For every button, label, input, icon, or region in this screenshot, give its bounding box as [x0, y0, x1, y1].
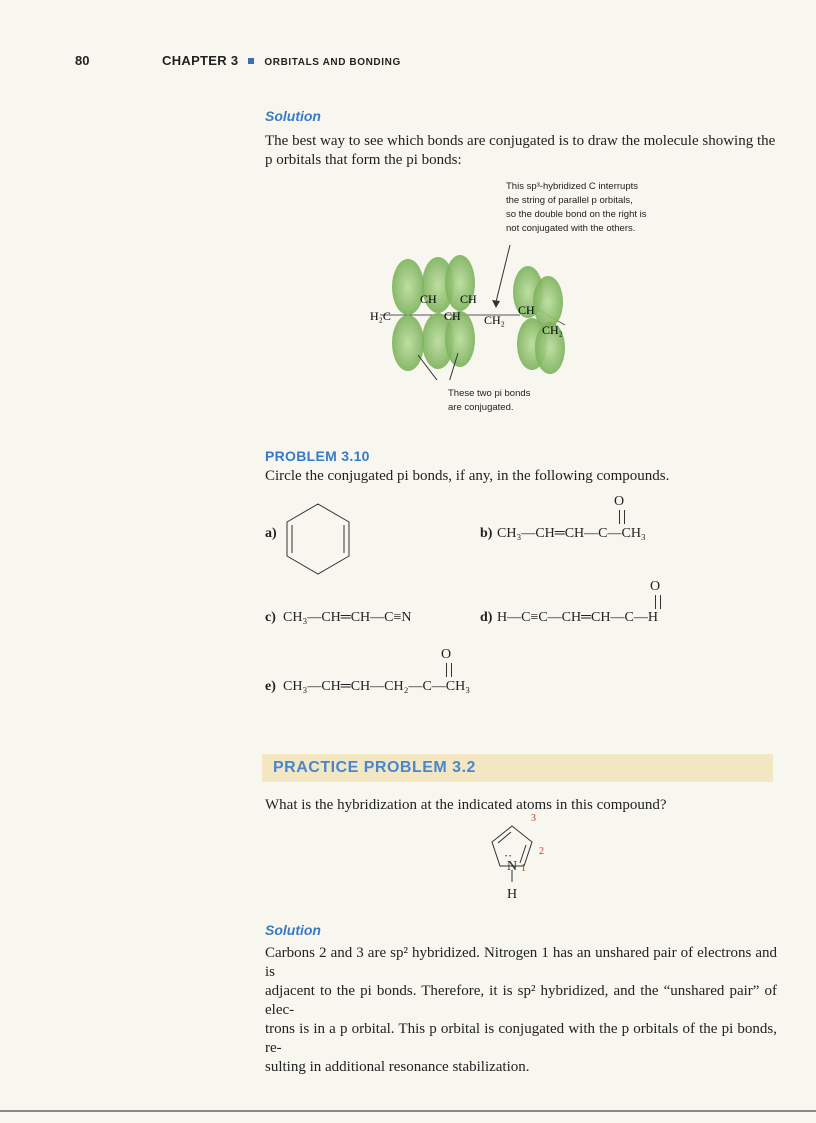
item-c-label: c)	[265, 610, 276, 625]
item-d-double-bond	[655, 595, 661, 609]
solution2-heading: Solution	[265, 922, 321, 938]
item-e-label: e)	[265, 679, 276, 694]
atom-ch2-1: CH₂	[484, 313, 505, 327]
solution2-line-2: adjacent to the pi bonds. Therefore, it is sp² hybridized, and the “unshared pair” of elec-	[265, 983, 777, 1018]
solution-heading: Solution	[265, 108, 321, 124]
callout-arrow-top	[496, 245, 510, 302]
p-orbital-diagram	[360, 240, 590, 380]
pyrrole-hydrogen: H	[507, 887, 518, 902]
section-label: ORBITALS AND BONDING	[264, 57, 401, 68]
lone-pair-dots: ••	[505, 854, 514, 860]
item-b-double-bond	[619, 510, 625, 524]
atom-number-2: 2	[539, 846, 544, 857]
item-d-label: d)	[480, 610, 493, 625]
solution-line-1: The best way to see which bonds are conjugated is to draw the molecule showing the	[265, 133, 776, 149]
callout-bottom	[448, 387, 530, 415]
solution2-line-3: trons is in a p orbital. This p orbital is conjugated with the p orbitals of the pi bonds, re-	[265, 1021, 777, 1056]
atom-ch-1: CH	[420, 292, 437, 306]
solution-text	[265, 132, 780, 170]
item-a-label: a)	[265, 526, 277, 541]
problem-title: PROBLEM 3.10	[265, 448, 370, 464]
item-b-oxygen: O	[614, 494, 625, 509]
practice-title: PRACTICE PROBLEM 3.2	[273, 759, 476, 776]
solution2-line-4: sulting in additional resonance stabilization.	[265, 1059, 530, 1075]
callout-top-line-1: This sp³-hybridized C interrupts	[506, 181, 638, 192]
item-d-oxygen: O	[650, 579, 661, 594]
callout-top	[506, 180, 647, 236]
item-b-label: b)	[480, 526, 493, 541]
callout-bottom-line-1: These two pi bonds	[448, 388, 531, 399]
atom-ch-2: CH	[444, 309, 461, 323]
item-d-formula: H—C≡C—CH═CH—C—H	[497, 610, 658, 625]
atom-number-3: 3	[531, 813, 536, 824]
pyrrole-nitrogen: N	[507, 859, 518, 874]
page-number: 80	[75, 53, 90, 68]
problem-text: Circle the conjugated pi bonds, if any, in the following compounds.	[265, 468, 670, 484]
atom-number-1: 1	[521, 863, 526, 874]
callout-top-line-3: so the double bond on the right is	[506, 209, 647, 220]
cyclohexadiene-structure	[282, 500, 354, 576]
page-bottom-rule	[0, 1110, 816, 1112]
practice-question: What is the hybridization at the indicated atoms in this compound?	[265, 797, 667, 813]
atom-ch2-2: CH₂	[542, 323, 563, 337]
callout-bottom-line-2: are conjugated.	[448, 402, 514, 413]
atom-ch-3: CH	[460, 292, 477, 306]
solution-line-2: p orbitals that form the pi bonds:	[265, 152, 462, 168]
item-b-formula: CH₃—CH═CH—C—CH₃	[497, 526, 646, 541]
bullet-square-icon	[248, 58, 254, 64]
chapter-label: CHAPTER 3	[162, 53, 239, 68]
atom-h2c-1: H₂C	[370, 309, 391, 323]
solution2-line-1: Carbons 2 and 3 are sp² hybridized. Nitrogen 1 has an unshared pair of electrons and is	[265, 945, 777, 980]
atom-ch-4: CH	[518, 303, 535, 317]
item-e-formula: CH₃—CH═CH—CH₂—C—CH₃	[283, 679, 471, 694]
running-header	[162, 53, 401, 68]
callout-top-line-2: the string of parallel p orbitals,	[506, 195, 633, 206]
solution2-text	[265, 944, 777, 1077]
item-e-oxygen: O	[441, 647, 452, 662]
callout-top-line-4: not conjugated with the others.	[506, 223, 636, 234]
item-c-formula: CH₃—CH═CH—C≡N	[283, 610, 412, 625]
item-e-double-bond	[446, 663, 452, 677]
